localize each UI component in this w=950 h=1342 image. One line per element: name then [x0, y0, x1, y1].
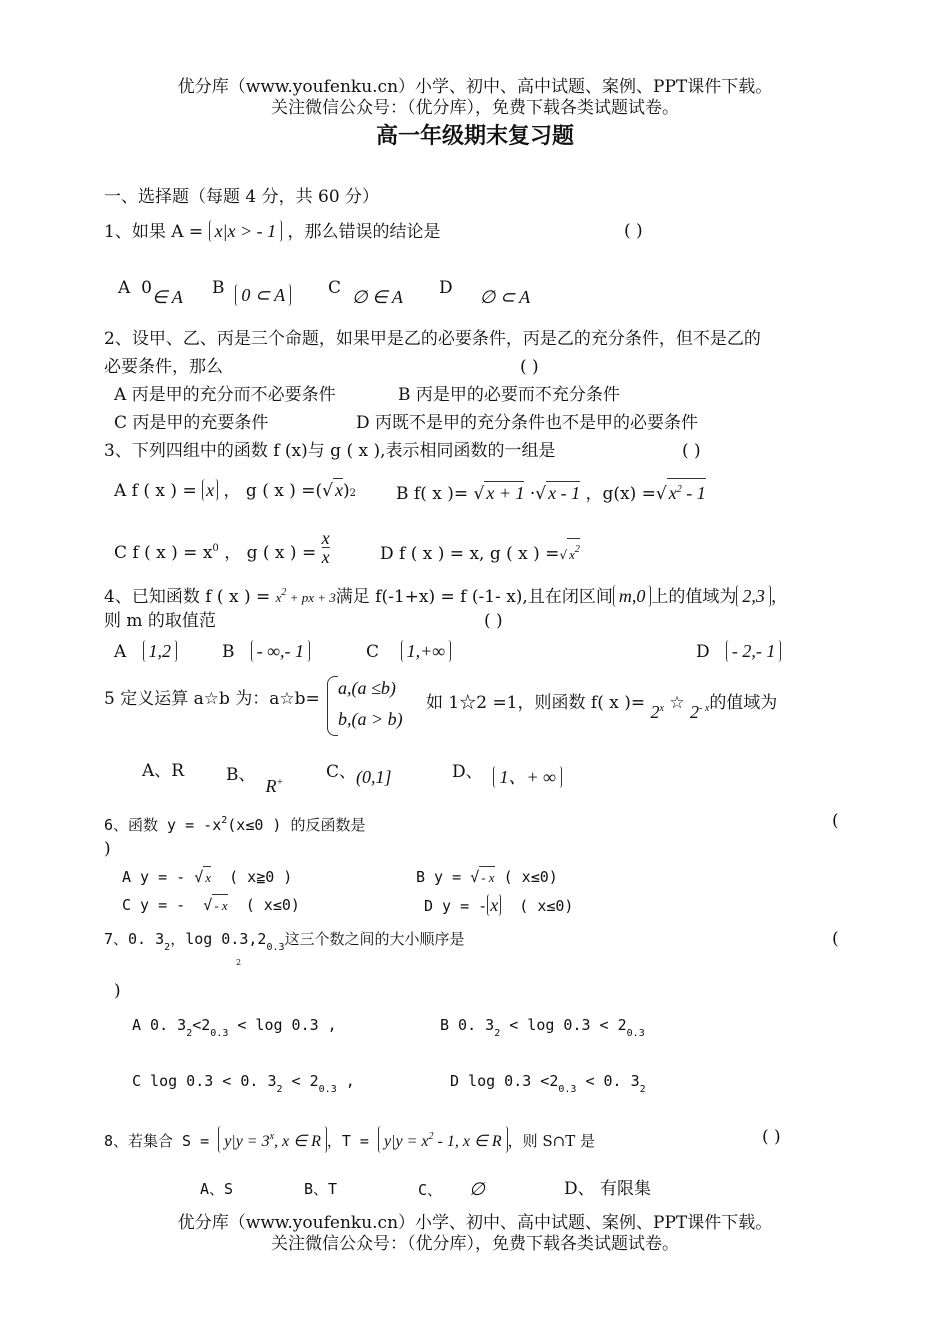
q2-line-2: 必要条件，那么	[104, 357, 223, 377]
q8-option-b: B、T	[304, 1180, 338, 1198]
q5-lead: 5 定义运算 a☆b 为：a☆b=	[104, 689, 320, 709]
q1-set: x|x > - 1	[209, 220, 283, 242]
q7-option-c: C log 0.3 < 0. $3_2 < 2_{0.3}$ ,	[132, 1072, 355, 1095]
q1-text: 1、如果 A =	[104, 222, 204, 242]
q7-paren-close: )	[114, 981, 121, 1001]
q8-paren: ( )	[762, 1127, 781, 1147]
q6-option-a: A y = - √ x ( x≧0 )	[122, 866, 292, 889]
q5-option-d: D、 1、+ ∞	[452, 760, 562, 783]
q7-paren-open: (	[832, 929, 839, 949]
q3-option-a: A f ( x ) = x ， g ( x ) =(√ x)2	[114, 480, 356, 501]
q4-option-c: C 1,+∞	[366, 640, 451, 663]
question-1	[104, 220, 441, 243]
q3-paren: ( )	[682, 441, 701, 461]
q7-option-d: D $\log 0.3 <2_{0.3} < 0$. $3_2$	[450, 1072, 646, 1095]
q5-tail: 如 1☆2 =1，则函数 f( x )= 2$^x$ ☆ $2^{- x}$的值域为	[426, 693, 778, 722]
page-title: 高一年级期末复习题	[375, 124, 574, 149]
q2-line-1: 2、设甲、乙、丙是三个命题，如果甲是乙的必要条件，丙是乙的充分条件，但不是乙的	[104, 329, 761, 349]
q4-option-a: A 1,2	[114, 640, 177, 663]
q2-option-a: A 丙是甲的充分而不必要条件	[114, 385, 336, 405]
q8-option-d: D、 有限集	[564, 1179, 652, 1199]
q4-option-b: B - ∞,- 1	[222, 640, 310, 663]
q8-option-c: C、 ∅	[418, 1179, 485, 1199]
q3-option-c: C f ( x ) = $x^0$ ， g ( x ) = $\frac{x}{x}$	[114, 528, 330, 567]
q5-case-1: a,(a ≤b)	[338, 678, 396, 698]
q4-paren: ( )	[484, 611, 503, 631]
q4-line-1: 4、已知函数 f ( x ) = $x^2$ + px + 3满足 f(-1+x) = f (-1- x),且在闭区间 m,0 上的值域为 2,3 ，	[104, 586, 788, 607]
footer-line-1: 优分库（www.youfenku.cn）小学、初中、高中试题、案例、PPT课件下载。	[177, 1213, 773, 1233]
q2-paren: ( )	[520, 357, 539, 377]
q7-text: 7、0. $3_2$，$\log 0.3,2_{0.3}$这三个数之间的大小顺序是	[104, 930, 465, 953]
q1-option-b: B 0 ⊂ A	[212, 276, 291, 299]
q5-option-c: C、(0,1]	[326, 762, 392, 787]
q6-option-d: D y = - x ( x≤0)	[424, 895, 574, 915]
section-heading: 一、选择题（每题 4 分，共 60 分）	[104, 187, 380, 207]
q2-option-b: B 丙是甲的必要而不充分条件	[398, 385, 620, 405]
q6-paren-open: (	[832, 811, 839, 831]
q7-option-a: A 0. $3_2<2_{0.3} < \log 0.3$ ,	[132, 1016, 337, 1039]
q3-text: 3、下列四组中的函数 f (x)与 g ( x ),表示相同函数的一组是	[104, 441, 556, 461]
footer-line-2: 关注微信公众号：（优分库），免费下载各类试题试卷。	[271, 1234, 679, 1254]
q8-option-a: A、S	[200, 1180, 234, 1198]
q5-option-a: A、R	[142, 761, 185, 781]
q7-log-base: 2	[236, 958, 242, 967]
q6-text: 6、函数 $y = -x^2(x\le 0$ ) 的反函数是	[104, 815, 366, 834]
q4-option-d: D - 2,- 1	[696, 640, 781, 663]
q5-case-2: b,(a > b)	[338, 709, 403, 729]
q7-option-b: B 0. $3_2 < \log 0.3 < 2_{0.3}$	[440, 1016, 645, 1039]
header-line-2: 关注微信公众号：（优分库），免费下载各类试题试卷。	[271, 98, 679, 118]
q8-text: 8、若集合 $S = y|y = 3^x$, x ∈ R ，$T = y|y = x^2 - 1$, x ∈ R ，则 S∩T 是	[104, 1126, 595, 1153]
q6-option-b: B y = √ - x ( x≤0)	[416, 866, 558, 889]
q1-option-c: C ∅ ∈ A	[328, 278, 403, 307]
q1-tail: ，那么错误的结论是	[287, 222, 441, 242]
q3-option-b: B f( x )= √ x + 1 ·√ x - 1 ，g(x) =√ $x^2 - 1$	[396, 478, 706, 505]
q1-option-d: D ∅ ⊂ A	[439, 278, 531, 307]
q5-option-b: B、R+	[226, 765, 284, 796]
q5-cases-brace	[327, 676, 338, 736]
q6-paren-close: )	[104, 839, 111, 859]
q4-line-2: 则 m 的取值范	[104, 611, 216, 631]
header-line-1: 优分库（www.youfenku.cn）小学、初中、高中试题、案例、PPT课件下载。	[177, 77, 773, 97]
q1-paren: ( )	[624, 221, 643, 241]
q3-option-d: D f ( x ) = x, g ( x ) =√ $x^2$	[380, 538, 580, 566]
q2-option-c: C 丙是甲的充要条件	[114, 413, 269, 433]
q1-option-a: A 0∈ A	[118, 278, 183, 307]
q6-option-c: C y = - √ - x ( x≤0)	[122, 894, 300, 917]
q2-option-d: D 丙既不是甲的充分条件也不是甲的必要条件	[356, 413, 699, 433]
